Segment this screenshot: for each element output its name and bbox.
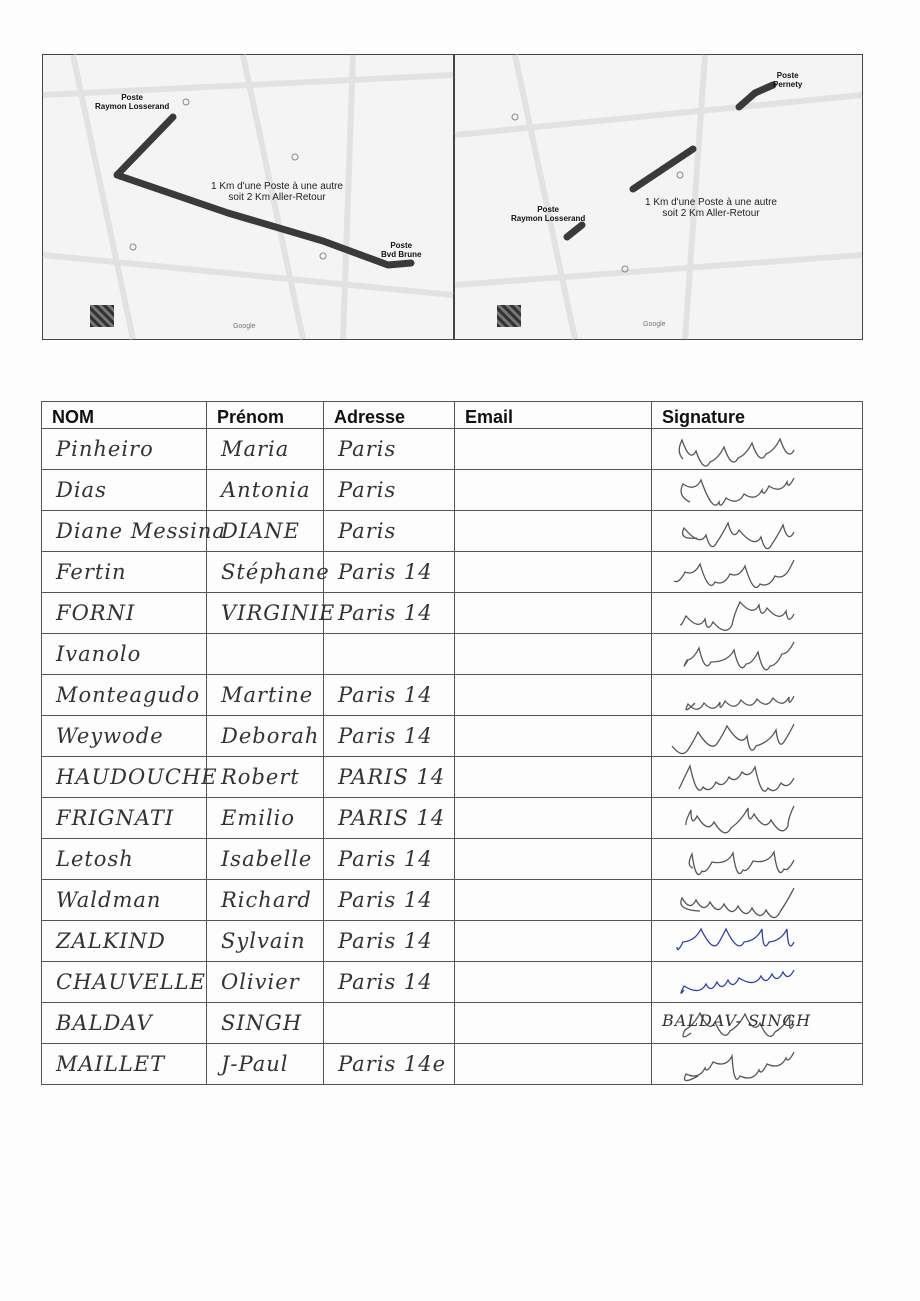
prenom-cell: Deborah	[207, 716, 324, 757]
prenom-cell: VIRGINIE	[207, 593, 324, 634]
signature-cell	[652, 798, 863, 839]
handwritten-signature	[652, 716, 863, 756]
adresse-cell: Paris 14e	[324, 1044, 455, 1085]
adresse-cell: Paris 14	[324, 880, 455, 921]
handwritten-signature	[652, 593, 863, 633]
header-nom: NOM	[42, 402, 207, 429]
prenom-cell	[207, 634, 324, 675]
nom-cell: Weywode	[42, 716, 207, 757]
prenom-cell: Stéphane	[207, 552, 324, 593]
handwritten-signature	[652, 798, 863, 838]
prenom-cell: Martine	[207, 675, 324, 716]
handwritten-signature	[652, 511, 863, 551]
table-row	[42, 470, 863, 511]
table-row	[42, 552, 863, 593]
email-cell	[455, 839, 652, 880]
map-route-pernety	[454, 54, 863, 340]
prenom-cell: Maria	[207, 429, 324, 470]
prenom-cell: Olivier	[207, 962, 324, 1003]
nom-cell: Fertin	[42, 552, 207, 593]
signature-cell	[652, 511, 863, 552]
email-cell	[455, 593, 652, 634]
signature-cell	[652, 1003, 863, 1044]
nom-cell: FRIGNATI	[42, 798, 207, 839]
email-cell	[455, 552, 652, 593]
table-row	[42, 880, 863, 921]
table-row	[42, 716, 863, 757]
table-header-row	[42, 402, 863, 429]
signature-cell	[652, 470, 863, 511]
distance-note: 1 Km d'une Poste à une autre soit 2 Km Aller-Retour	[211, 181, 343, 203]
nom-cell: Ivanolo	[42, 634, 207, 675]
handwritten-signature	[652, 962, 863, 1002]
email-cell	[455, 675, 652, 716]
handwritten-signature	[652, 880, 863, 920]
prenom-cell: Emilio	[207, 798, 324, 839]
table-row	[42, 962, 863, 1003]
google-logo: Google	[233, 323, 256, 330]
start-post-label: Poste Raymon Losserand	[95, 93, 170, 111]
table-row	[42, 839, 863, 880]
adresse-cell: Paris 14	[324, 675, 455, 716]
adresse-cell: PARIS 14	[324, 757, 455, 798]
adresse-cell: Paris 14	[324, 921, 455, 962]
adresse-cell: Paris	[324, 470, 455, 511]
signature-cell	[652, 552, 863, 593]
handwritten-signature	[652, 839, 863, 879]
email-cell	[455, 798, 652, 839]
adresse-cell: Paris 14	[324, 962, 455, 1003]
signature-cell	[652, 1044, 863, 1085]
prenom-cell: Isabelle	[207, 839, 324, 880]
prenom-cell: Richard	[207, 880, 324, 921]
prenom-cell: Antonia	[207, 470, 324, 511]
nom-cell: Diane Messina	[42, 511, 207, 552]
signature-text: BALDAV- SINGH	[662, 1011, 812, 1030]
adresse-cell: Paris 14	[324, 593, 455, 634]
email-cell	[455, 880, 652, 921]
nom-cell: Monteagudo	[42, 675, 207, 716]
nom-cell: Dias	[42, 470, 207, 511]
table-row	[42, 921, 863, 962]
email-cell	[455, 757, 652, 798]
signature-cell	[652, 839, 863, 880]
table-row	[42, 1003, 863, 1044]
email-cell	[455, 511, 652, 552]
header-prenom: Prénom	[207, 402, 324, 429]
email-cell	[455, 962, 652, 1003]
table-row	[42, 1044, 863, 1085]
nom-cell: BALDAV	[42, 1003, 207, 1044]
email-cell	[455, 470, 652, 511]
table-row	[42, 429, 863, 470]
nom-cell: FORNI	[42, 593, 207, 634]
prenom-cell: J-Paul	[207, 1044, 324, 1085]
nom-cell: ZALKIND	[42, 921, 207, 962]
table-row	[42, 593, 863, 634]
adresse-cell: Paris	[324, 429, 455, 470]
signature-cell	[652, 675, 863, 716]
signature-cell	[652, 429, 863, 470]
email-cell	[455, 429, 652, 470]
signature-cell	[652, 716, 863, 757]
prenom-cell: Sylvain	[207, 921, 324, 962]
header-adresse: Adresse	[324, 402, 455, 429]
nom-cell: Pinheiro	[42, 429, 207, 470]
map-route-bvd-brune	[42, 54, 454, 340]
handwritten-signature	[652, 675, 863, 715]
handwritten-signature	[652, 634, 863, 674]
signature-table	[41, 401, 863, 1085]
handwritten-signature	[652, 552, 863, 592]
signature-cell	[652, 634, 863, 675]
adresse-cell: Paris 14	[324, 839, 455, 880]
handwritten-signature	[652, 757, 863, 797]
prenom-cell: SINGH	[207, 1003, 324, 1044]
google-logo: Google	[643, 321, 666, 328]
adresse-cell	[324, 634, 455, 675]
end-post-label: Poste Bvd Brune	[381, 241, 422, 259]
email-cell	[455, 1044, 652, 1085]
table-row	[42, 634, 863, 675]
nom-cell: MAILLET	[42, 1044, 207, 1085]
prenom-cell: DIANE	[207, 511, 324, 552]
nom-cell: Waldman	[42, 880, 207, 921]
distance-note: 1 Km d'une Poste à une autre soit 2 Km Aller-Retour	[645, 197, 777, 219]
email-cell	[455, 634, 652, 675]
email-cell	[455, 716, 652, 757]
table-row	[42, 511, 863, 552]
email-cell	[455, 1003, 652, 1044]
satellite-thumbnail[interactable]	[90, 305, 114, 327]
end-post-label: Poste Pernety	[773, 71, 803, 89]
handwritten-signature	[652, 470, 863, 510]
signature-cell	[652, 962, 863, 1003]
prenom-cell: Robert	[207, 757, 324, 798]
handwritten-signature	[652, 429, 863, 469]
start-post-label: Poste Raymon Losserand	[511, 205, 586, 223]
nom-cell: CHAUVELLE	[42, 962, 207, 1003]
adresse-cell	[324, 1003, 455, 1044]
signature-cell	[652, 593, 863, 634]
handwritten-signature	[652, 1044, 863, 1084]
table-row	[42, 757, 863, 798]
signature-cell	[652, 757, 863, 798]
signature-cell	[652, 880, 863, 921]
nom-cell: Letosh	[42, 839, 207, 880]
nom-cell: HAUDOUCHE	[42, 757, 207, 798]
table-row	[42, 675, 863, 716]
header-signature: Signature	[652, 402, 863, 429]
signature-cell	[652, 921, 863, 962]
adresse-cell: Paris 14	[324, 552, 455, 593]
table-row	[42, 798, 863, 839]
header-email: Email	[455, 402, 652, 429]
email-cell	[455, 921, 652, 962]
adresse-cell: PARIS 14	[324, 798, 455, 839]
adresse-cell: Paris	[324, 511, 455, 552]
adresse-cell: Paris 14	[324, 716, 455, 757]
satellite-thumbnail[interactable]	[497, 305, 521, 327]
handwritten-signature	[652, 921, 863, 961]
